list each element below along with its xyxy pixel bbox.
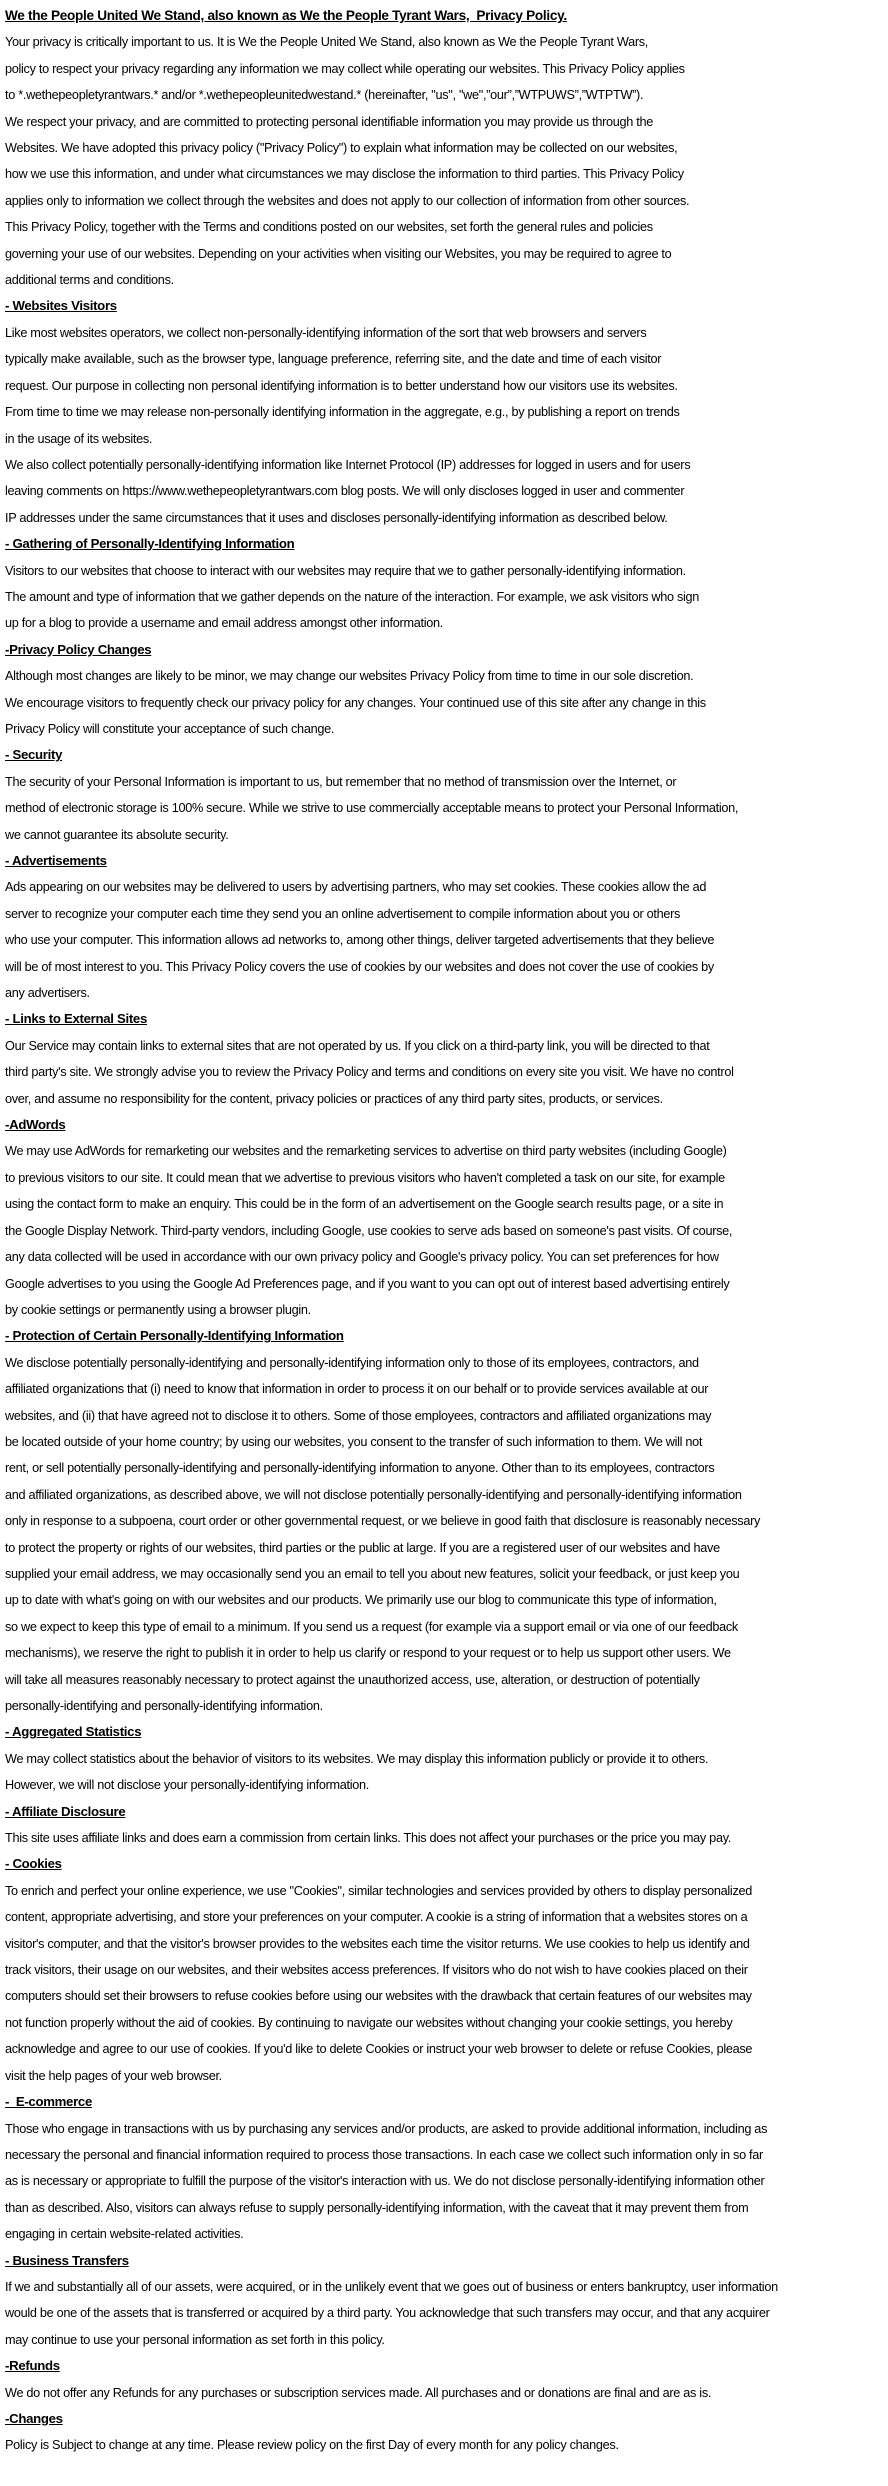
policy-text-line: policy to respect your privacy regarding any information we may collect while operating our websites. This Privacy Policy applies (5, 61, 685, 76)
policy-text-line: only in response to a subpoena, court order or other governmental request, or we believe in good faith that disclosure is reasonably necessary (5, 1514, 761, 1529)
policy-text-line: We also collect potentially personally-identifying information like Internet Protocol (IP) addresses for logged in users and for users (5, 457, 691, 472)
policy-text-line: any data collected will be used in accordance with our own privacy policy and Google's privacy policy. You can set preferences for how (5, 1250, 719, 1265)
policy-text-line: may continue to use your personal information as set forth in this policy. (5, 2332, 385, 2347)
policy-text-line: Websites. We have adopted this privacy policy ("Privacy Policy") to explain what information may be collected on our websites, (5, 141, 678, 156)
policy-text-line: and affiliated organizations, as described above, we will not disclose potentially personally-identifying and personally-identifying information (5, 1487, 742, 1502)
policy-text-line: to protect the property or rights of our websites, third parties or the public at large. If you are a registered user of our websites and have (5, 1540, 720, 1555)
section-heading: - Gathering of Personally-Identifying Information (5, 536, 295, 552)
section-heading: - Business Transfers (5, 2252, 129, 2268)
section-heading: - Links to External Sites (5, 1011, 147, 1027)
policy-text-line: we cannot guarantee its absolute security. (5, 827, 229, 842)
policy-text-line: Like most websites operators, we collect non-personally-identifying information of the sort that web browsers and servers (5, 325, 647, 340)
policy-text-line: to previous visitors to our site. It could mean that we advertise to previous visitors who haven't completed a task on our site, for example (5, 1170, 725, 1185)
policy-text-line: visitor's computer, and that the visitor's browser provides to the websites each time the visitor returns. We use cookies to help us identify and (5, 1936, 750, 1951)
policy-text-line: computers should set their browsers to refuse cookies before using our websites with the drawback that certain features of our websites may (5, 1989, 752, 2004)
policy-text-line: how we use this information, and under what circumstances we may disclose the information to third parties. This Privacy Policy (5, 167, 684, 182)
policy-text-line: To enrich and perfect your online experience, we use "Cookies", similar technologies and services provided by others to display personalized (5, 1883, 753, 1898)
policy-text-line: acknowledge and agree to our use of cookies. If you'd like to delete Cookies or instruct your web browser to delete or refuse Cookies, please (5, 2042, 753, 2057)
section-heading: -Privacy Policy Changes (5, 641, 152, 657)
policy-text-line: as is necessary or appropriate to fulfill the purpose of the visitor's interaction with us. We do not disclose personally-identifying information other (5, 2174, 765, 2189)
policy-text-line: We may use AdWords for remarketing our websites and the remarketing services to advertise on third party websites (including Google) (5, 1144, 727, 1159)
policy-text-line: Google advertises to you using the Google Ad Preferences page, and if you want to you can opt out of interest based advertising entirely (5, 1276, 730, 1291)
policy-text-line: up for a blog to provide a username and email address amongst other information. (5, 616, 443, 631)
section-heading: - Affiliate Disclosure (5, 1803, 126, 1819)
policy-text-line: websites, and (ii) that have agreed not to disclose it to others. Some of those employees, contractors and affiliated organizations may (5, 1408, 712, 1423)
policy-text-line: affiliated organizations that (i) need to know that information in order to process it on our behalf or to provide services available at our (5, 1382, 709, 1397)
policy-text-line: Although most changes are likely to be minor, we may change our websites Privacy Policy from time to time in our sole discretion. (5, 669, 694, 684)
policy-text-line: We disclose potentially personally-identifying and personally-identifying information only to those of its employees, contractors, and (5, 1355, 699, 1370)
policy-text-line: the Google Display Network. Third-party vendors, including Google, use cookies to serve ads based on someone's past visits. Of course, (5, 1223, 733, 1238)
policy-text-line: Policy is Subject to change at any time. Please review policy on the first Day of every month for any policy changes. (5, 2438, 619, 2453)
policy-text-line: any advertisers. (5, 986, 90, 1001)
policy-text-line: engaging in certain website-related activities. (5, 2227, 244, 2242)
policy-text-line: be located outside of your home country; by using our websites, you consent to the transfer of such information to them. We will not (5, 1434, 703, 1449)
policy-text-line: visit the help pages of your web browser. (5, 2068, 222, 2083)
section-heading: -Refunds (5, 2358, 60, 2374)
section-heading: - E-commerce (5, 2094, 92, 2110)
policy-text-line: so we expect to keep this type of email to a minimum. If you send us a request (for example via a support email or via one of our feedback (5, 1619, 738, 1634)
policy-text-line: server to recognize your computer each time they send you an online advertisement to compile information about you or others (5, 906, 681, 921)
policy-text-line: over, and assume no responsibility for the content, privacy policies or practices of any third party sites, products, or services. (5, 1091, 663, 1106)
policy-text-line: leaving comments on https://www.wethepeopletyrantwars.com blog posts. We will only discloses logged in user and commenter (5, 484, 685, 499)
policy-text-line: If we and substantially all of our assets, were acquired, or in the unlikely event that we goes out of business or enters bankruptcy, user information (5, 2279, 778, 2294)
policy-text-line: Privacy Policy will constitute your acceptance of such change. (5, 721, 335, 736)
policy-text-line: Those who engage in transactions with us by purchasing any services and/or products, are asked to provide additional information, including as (5, 2121, 768, 2136)
policy-text-line: IP addresses under the same circumstances that it uses and discloses personally-identifying information as described below. (5, 510, 668, 525)
policy-text-line: Visitors to our websites that choose to interact with our websites may require that we to gather personally-identifying information. (5, 563, 686, 578)
policy-text-line: to *.wethepeopletyrantwars.* and/or *.wethepeopleunitedwestand.* (hereinafter, "us", "we",”our”,”WTPUWS”,”WTPTW”). (5, 88, 644, 103)
policy-text-line: mechanisms), we reserve the right to publish it in order to help us clarify or respond to your request or to help us support other users. We (5, 1646, 731, 1661)
policy-text-line: in the usage of its websites. (5, 431, 153, 446)
policy-text-line: method of electronic storage is 100% secure. While we strive to use commercially acceptable means to protect your Personal Information, (5, 801, 739, 816)
policy-text-line: governing your use of our websites. Depending on your activities when visiting our Websites, you may be required to agree to (5, 246, 672, 261)
policy-text-line: request. Our purpose in collecting non personal identifying information is to better understand how our visitors use its websites. (5, 378, 678, 393)
policy-text-line: We do not offer any Refunds for any purchases or subscription services made. All purchases and or donations are final and are as is. (5, 2385, 712, 2400)
policy-text-line: personally-identifying and personally-identifying information. (5, 1699, 323, 1713)
policy-text-line: The security of your Personal Information is important to us, but remember that no method of transmission over the Internet, or (5, 774, 677, 789)
section-heading: -AdWords (5, 1117, 66, 1133)
section-heading: - Security (5, 747, 63, 763)
policy-text-line: up to date with what's going on with our websites and our products. We primarily use our blog to communicate this type of information, (5, 1593, 717, 1608)
section-heading: - Cookies (5, 1856, 62, 1872)
policy-text-line: than as described. Also, visitors can always refuse to supply personally-identifying information, with the caveat that it may prevent them from (5, 2200, 749, 2215)
policy-text-line: who use your computer. This information allows ad networks to, among other things, deliver targeted advertisements that they believe (5, 933, 715, 948)
policy-sections (5, 29, 882, 2458)
policy-text-line: typically make available, such as the browser type, language preference, referring site, and the date and time of each visitor (5, 352, 662, 367)
policy-text-line: We respect your privacy, and are committed to protecting personal identifiable information you may provide us through the (5, 114, 654, 129)
policy-text-line: will be of most interest to you. This Privacy Policy covers the use of cookies by our websites and does not cover the use of cookies by (5, 959, 714, 974)
section-heading: - Protection of Certain Personally-Identifying Information (5, 1328, 344, 1344)
policy-text-line: third party's site. We strongly advise you to review the Privacy Policy and terms and conditions on every site you visit. We have no control (5, 1065, 734, 1080)
section-heading: - Aggregated Statistics (5, 1724, 142, 1740)
policy-text-line: by cookie settings or permanently using a browser plugin. (5, 1302, 311, 1317)
policy-text-line: We may collect statistics about the behavior of visitors to its websites. We may display this information publicly or provide it to others. (5, 1751, 709, 1766)
policy-text-line: track visitors, their usage on our websites, and their websites access preferences. If visitors who do not wish to have cookies placed on their (5, 1963, 748, 1978)
page-title: We the People United We Stand, also known as We the People Tyrant Wars, Privacy Policy. (5, 8, 567, 23)
policy-text-line: additional terms and conditions. (5, 273, 174, 288)
policy-text-line: The amount and type of information that we gather depends on the nature of the interaction. For example, we ask visitors who sign (5, 589, 700, 604)
policy-text-line: However, we will not disclose your personally-identifying information. (5, 1778, 370, 1793)
policy-text-line: would be one of the assets that is transferred or acquired by a third party. You acknowledge that such transfers may occur, and that any acquirer (5, 2306, 770, 2321)
policy-text-line: Your privacy is critically important to us. It is We the People United We Stand, also known as We the People Tyrant Wars, (5, 35, 649, 50)
policy-text-line: content, appropriate advertising, and store your preferences on your computer. A cookie is a string of information that a websites stores on a (5, 1910, 748, 1925)
policy-text-line: rent, or sell potentially personally-identifying and personally-identifying information to anyone. Other than to its employees, contractors (5, 1461, 715, 1476)
section-heading: - Websites Visitors (5, 298, 117, 314)
policy-text-line: supplied your email address, we may occasionally send you an email to tell you about new features, solicit your feedback, or just keep you (5, 1566, 740, 1581)
policy-text-line: necessary the personal and financial information required to process those transactions. In each case we collect such information only in so far (5, 2147, 763, 2162)
policy-text-line: We encourage visitors to frequently check our privacy policy for any changes. Your continued use of this site after any change in this (5, 695, 706, 710)
policy-text-line: Ads appearing on our websites may be delivered to users by advertising partners, who may set cookies. These cookies allow the ad (5, 880, 707, 895)
policy-text-line: Our Service may contain links to external sites that are not operated by us. If you click on a third-party link, you will be directed to that (5, 1038, 710, 1053)
section-heading: -Changes (5, 2410, 63, 2426)
policy-text-line: This site uses affiliate links and does earn a commission from certain links. This does not affect your purchases or the price you may pay. (5, 1831, 732, 1846)
policy-text-line: This Privacy Policy, together with the Terms and conditions posted on our websites, set forth the general rules and policies (5, 220, 653, 235)
policy-text-line: applies only to information we collect through the websites and does not apply to our collection of information from other sources. (5, 193, 690, 208)
policy-text-line: using the contact form to make an enquiry. This could be in the form of an advertisement on the Google search results page, or a site in (5, 1197, 724, 1212)
policy-text-line: will take all measures reasonably necessary to protect against the unauthorized access, use, alteration, or destruction of potentially (5, 1672, 700, 1687)
policy-text-line: From time to time we may release non-personally identifying information in the aggregate, e.g., by publishing a report on trends (5, 405, 680, 420)
section-heading: - Advertisements (5, 853, 107, 868)
policy-text-line: not function properly without the aid of cookies. By continuing to navigate our websites without changing your cookie settings, you hereby (5, 2015, 733, 2030)
